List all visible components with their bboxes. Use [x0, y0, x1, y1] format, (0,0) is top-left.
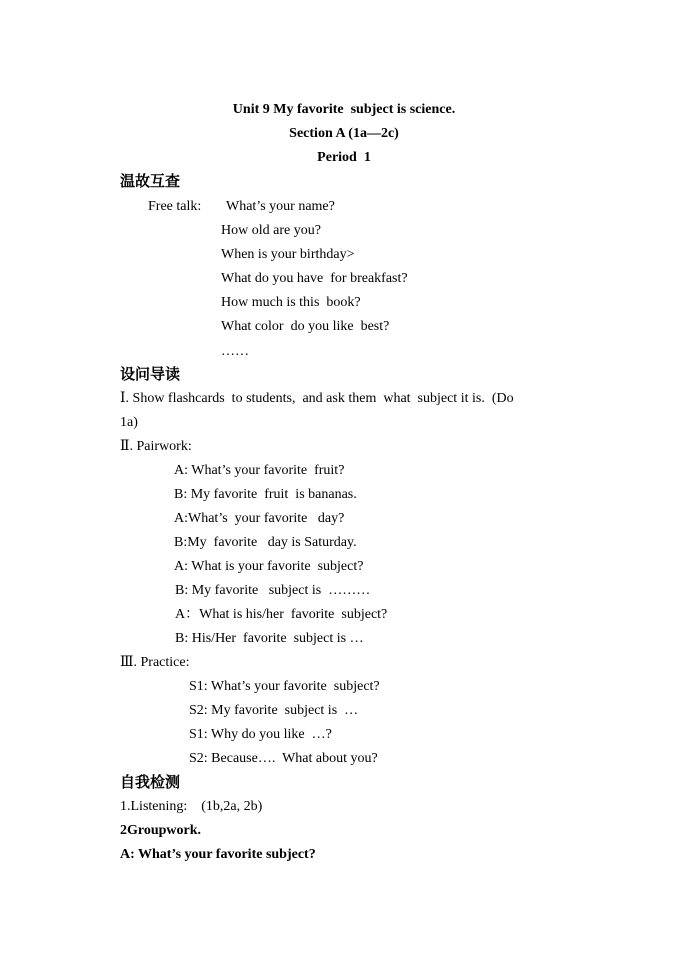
free-talk-question: How old are you? [221, 223, 321, 238]
self-check-item-1: 1.Listening: (1b,2a, 2b) [120, 799, 263, 814]
section-heading-guided-reading: 设问导读 [120, 365, 181, 383]
free-talk-question: When is your birthday> [221, 247, 355, 262]
self-check-item-3: A: What’s your favorite subject? [120, 847, 316, 862]
pairwork-line: B: His/Her favorite subject is … [175, 631, 364, 646]
pairwork-line: A：What is his/her favorite subject? [175, 607, 388, 622]
free-talk-question: What’s your name? [226, 199, 335, 214]
pairwork-line: A: What is your favorite subject? [174, 559, 364, 574]
practice-line: S2: Because…. What about you? [189, 751, 378, 766]
item-1-text: Ⅰ. Show flashcards to students, and ask them what subject it is. (Do [120, 391, 514, 406]
section-subtitle: Section A (1a—2c) [289, 126, 399, 141]
self-check-item-2: 2Groupwork. [120, 823, 202, 838]
practice-line: S1: What’s your favorite subject? [189, 679, 380, 694]
free-talk-question: What do you have for breakfast? [221, 271, 408, 286]
pairwork-line: B: My favorite fruit is bananas. [174, 487, 357, 502]
free-talk-ellipsis: …… [221, 344, 249, 359]
section-heading-self-check: 自我检测 [120, 773, 181, 791]
item-2-label: Ⅱ. Pairwork: [120, 439, 192, 454]
item-1-text-continued: 1a) [120, 415, 138, 430]
pairwork-line: B: My favorite subject is ……… [175, 583, 371, 598]
free-talk-label: Free talk: [148, 199, 202, 214]
pairwork-line: B:My favorite day is Saturday. [174, 535, 357, 550]
pairwork-line: A: What’s your favorite fruit? [174, 463, 345, 478]
practice-line: S2: My favorite subject is … [189, 703, 359, 718]
practice-line: S1: Why do you like …? [189, 727, 332, 742]
free-talk-question: How much is this book? [221, 295, 361, 310]
document-title: Unit 9 My favorite subject is science. [232, 102, 456, 117]
item-3-label: Ⅲ. Practice: [120, 655, 190, 670]
free-talk-question: What color do you like best? [221, 319, 390, 334]
period-subtitle: Period 1 [317, 150, 371, 165]
pairwork-line: A:What’s your favorite day? [174, 511, 345, 526]
section-heading-review: 温故互查 [120, 172, 181, 190]
